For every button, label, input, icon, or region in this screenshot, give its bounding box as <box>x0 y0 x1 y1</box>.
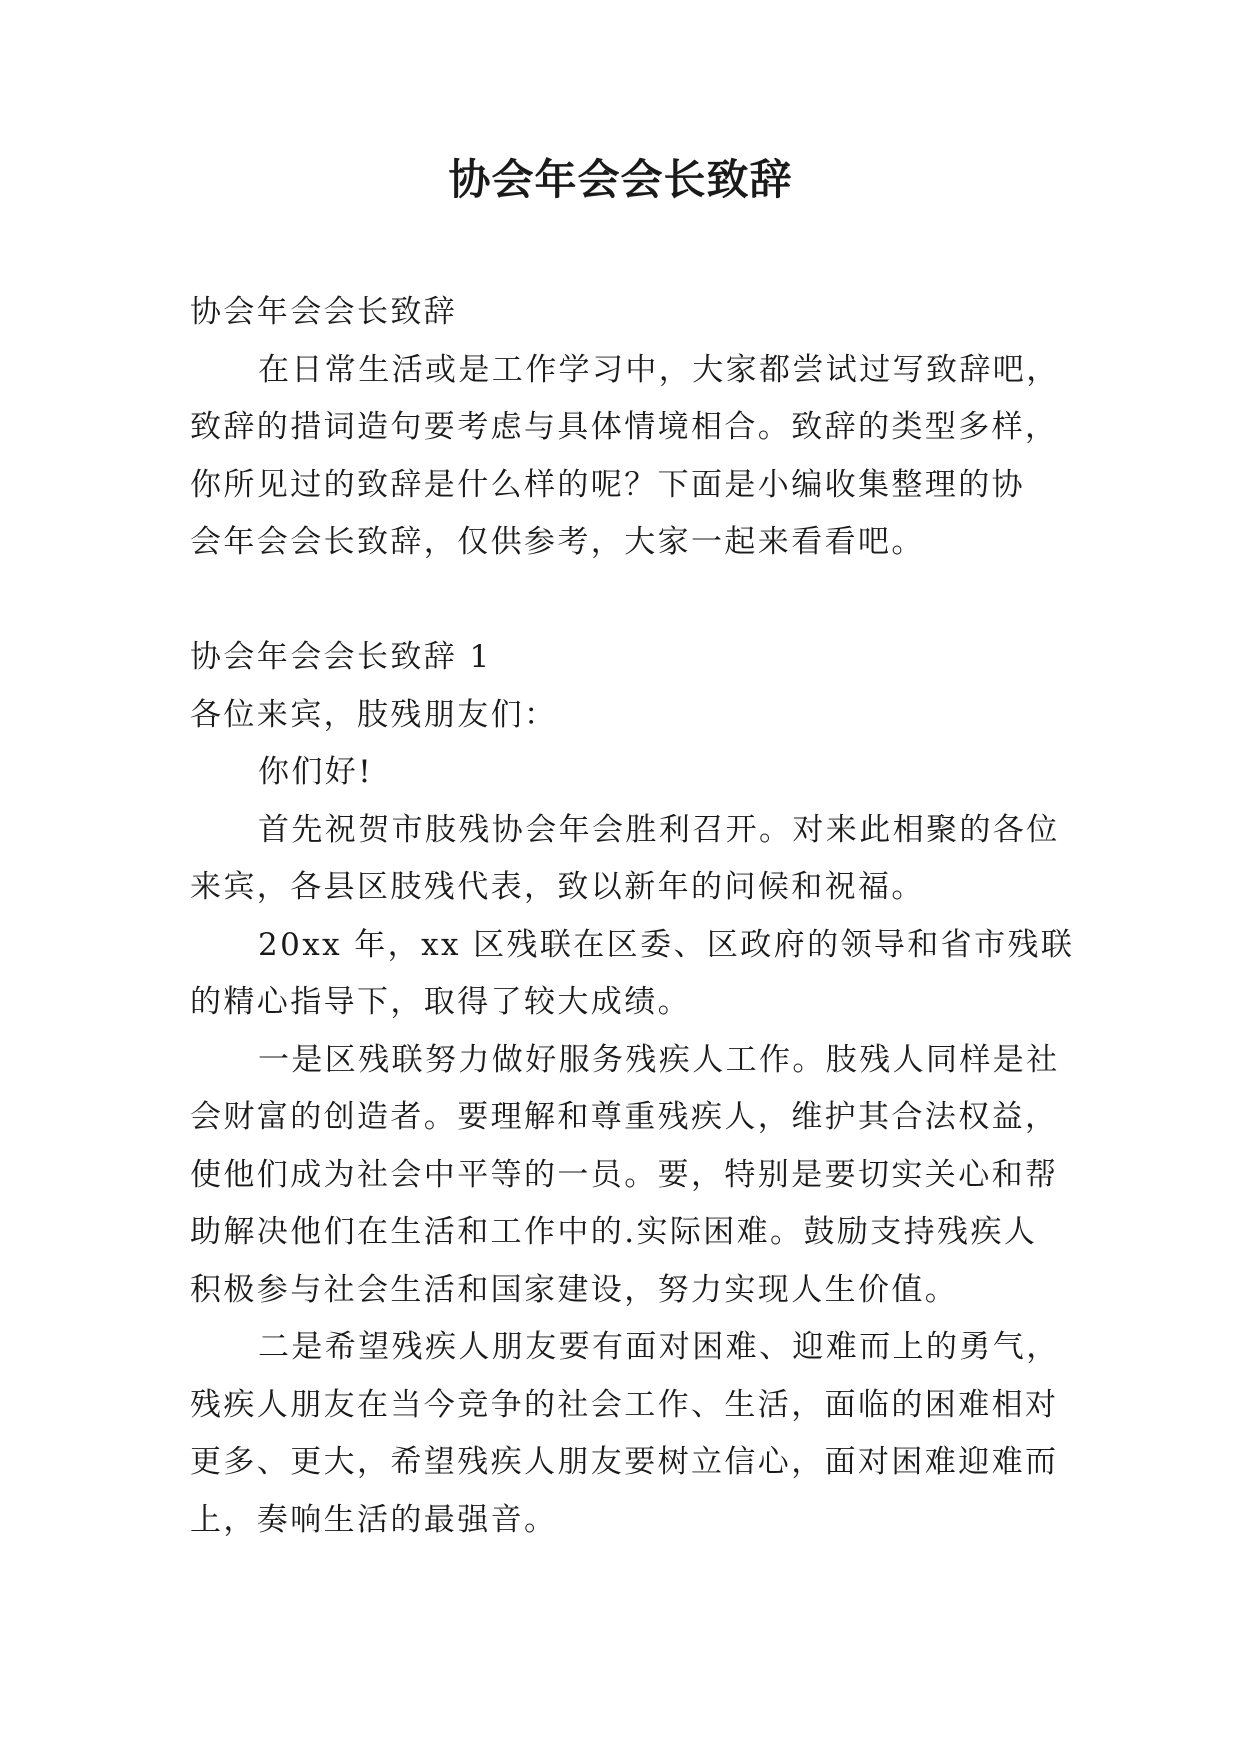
para-3-line-4: 助解决他们在生活和工作中的.实际困难。鼓励支持残疾人 <box>190 1214 1038 1250</box>
para-2-line-2: 的精心指导下，取得了较大成绩。 <box>190 984 691 1020</box>
greeting-line: 你们好! <box>258 754 374 790</box>
intro-line-2: 致辞的措词造句要考虑与具体情境相合。致辞的类型多样， <box>190 409 1059 445</box>
intro-line-3: 你所见过的致辞是什么样的呢？下面是小编收集整理的协 <box>190 466 1025 503</box>
para-3-line-1: 一是区残联努力做好服务残疾人工作。肢残人同样是社 <box>258 1041 1060 1078</box>
para-1-line-1: 首先祝贺市肢残协会年会胜利召开。对来此相聚的各位 <box>258 811 1060 848</box>
section-heading: 协会年会会长致辞 1 <box>190 639 492 675</box>
para-1-line-2: 来宾，各县区肢残代表，致以新年的问候和祝福。 <box>190 869 925 905</box>
subtitle-line: 协会年会会长致辞 <box>190 294 458 330</box>
para-3-line-2: 会财富的创造者。要理解和尊重残疾人，维护其合法权益， <box>190 1099 1059 1135</box>
para-4-line-1: 二是希望残疾人朋友要有面对困难、迎难而上的勇气， <box>258 1329 1060 1365</box>
para-3-line-5: 积极参与社会生活和国家建设，努力实现人生价值。 <box>190 1271 959 1308</box>
intro-line-4: 会年会会长致辞，仅供参考，大家一起来看看吧。 <box>190 524 925 560</box>
para-4-line-3: 更多、更大，希望残疾人朋友要树立信心，面对困难迎难而 <box>190 1444 1059 1480</box>
intro-line-1: 在日常生活或是工作学习中，大家都尝试过写致辞吧， <box>258 351 1060 388</box>
salutation-line: 各位来宾，肢残朋友们： <box>190 696 558 733</box>
para-4-line-4: 上，奏响生活的最强音。 <box>190 1501 558 1538</box>
document-title: 协会年会会长致辞 <box>448 155 793 204</box>
paragraph-gap <box>190 572 1070 630</box>
para-3-line-3: 使他们成为社会中平等的一员。要，特别是要切实关心和帮 <box>190 1156 1059 1193</box>
document-body <box>190 284 1075 1549</box>
para-2-line-1: 20xx 年，xx 区残联在区委、区政府的领导和省市残联 <box>258 926 1075 963</box>
para-4-line-2: 残疾人朋友在当今竞争的社会工作、生活，面临的困难相对 <box>190 1386 1059 1423</box>
